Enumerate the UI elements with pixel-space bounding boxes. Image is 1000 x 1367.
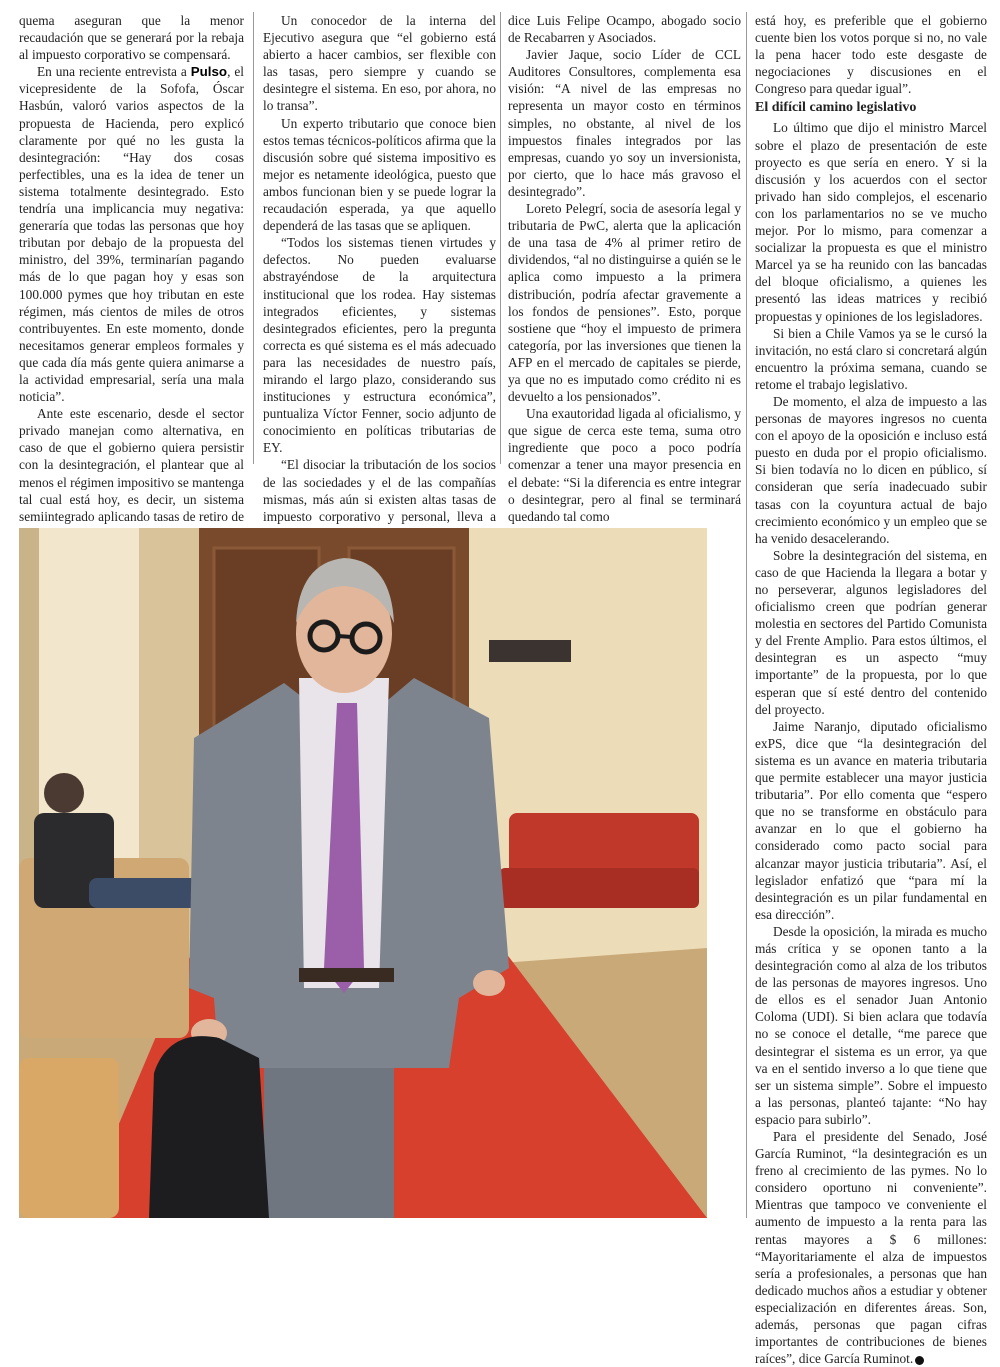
article-column-2 [263,12,496,559]
paragraph: Lo último que dijo el ministro Marcel sobre el plazo de presentación de este proyecto es que sería en enero. Y si la discusión y los acuerdos con el sector privado han sido complejos, el escenario con los parlamentarios no se ve mucho mejor. Por lo mismo, para comenzar a socializar la propuesta es que el ministro Marcel ya se ha reunido con las bancadas del bloque oficialismo, a quienes les presentó las ideas matrices y recibió propuestas y opiniones de los legisladores. [755,120,987,324]
paragraph: “El disociar la tributación de los socios de las sociedades y el de las compañías mismas, más aún si existen altas tasas de impuesto corporativo y personal, lleva a [263,457,496,524]
paragraph: Una exautoridad ligada al oficialismo, y que sigue de cerca este tema, suma otro ingrediente que poco a poco podría comenzar a tener una mayor presencia en el debate: “Si la diferencia es entre integrar o desintegrar, pero al final se terminará quedando tal como [508,406,741,524]
paragraph: Si bien a Chile Vamos ya se le cursó la invitación, no está claro si concretará algún encuentro la próxima semana, cuando se retome el trabajo legislativo. [755,325,987,392]
paragraph: dice Luis Felipe Ocampo, abogado socio de Recabarren y Asociados. [508,13,741,46]
paragraph: Desde la oposición, la mirada es mucho más crítica y se oponen tanto a la desintegración como al alza de los tributos de las personas de mayores ingresos. Uno de ellos es el senador Juan Antonio Coloma (UDI). Si bien aclara que todavía no se conoce el detalle, “me parece que desintegrar el sistema es un error, ya que va en el sentido inverso a lo que tiene que ser un sistema simple”. Sobre el impuesto a las personas, planteó tajante: “No hay espacio para subirlo”. [755,923,987,1127]
paragraph [19,63,244,405]
paragraph: Javier Jaque, socio Líder de CCL Auditores Consultores, complementa esa visión: “A nivel de las empresas no representa un mayor costo en términos simples, no obstante, al nivel de los impuestos finales integrados por las empresas, cuando yo soy un inversionista, por cierto, que lo hace más gravoso el desintegrado”. [508,47,741,199]
column-rule-2 [500,12,501,464]
paragraph-text: , el vicepresidente de la Sofofa, Óscar Hasbún, valoró varios aspectos de la propuesta de Hacienda, pero explicó claramente por qué no les gusta la desintegración: “Hay dos cosas perfectibles, una es la idea de tener un sistema totalmente desintegrado. Esto tendría una implicancia muy negativa: generaría que todas las personas que hoy tributan por debajo de la propuesta del ministro, del 39%, terminarían pagando más de lo que pagan hoy y esas son 100.000 pymes que hoy tributan en este régimen, más cientos de miles de otros contribuyentes. En este momento, donde necesitamos generar empleos formales y que cada día más gente quiera animarse a la actividad empresarial, sería una mala noticia”. [19,64,244,405]
article-photo [19,528,707,1218]
column-rule-1 [253,12,254,464]
column-rule-3 [746,12,747,1218]
paragraph: Un experto tributario que conoce bien estos temas técnicos-políticos afirma que la discusión sobre qué sistema impositivo es mejor es netamente ideológica, puesto que ambos funcionan bien y se puede lograr la recaudación esperada, ya que aquello dependerá de las tasas que se apliquen. [263,115,496,234]
paragraph: “Todos los sistemas tienen virtudes y defectos. No pueden evaluarse abstrayéndose de la arquitectura institucional que los rodea. Hay sistemas integrados eficientes, y sistemas desintegrados eficientes, pero la pregunta correcta es qué sistema es el más adecuado para las necesidades de nuestro país, mirando el largo plazo, considerando sus instituciones y estructura económica”, puntualiza Víctor Fenner, socio adjunto de conocimiento en políticas tributarias de EY. [263,235,496,456]
paragraph-text: Para el presidente del Senado, José García Ruminot, “la desintegración es un freno al crecimiento de las pymes. No lo considero oportuno ni conveniente”. Mientras que tampoco ve conveniente el aumento de impuesto a la renta para las rentas mayores a $ 6 millones: “Mayoritariamente el alza de impuestos sería a profesionales, a personas que han dedicado muchos años a estudiar y obtener especialización en diferentes áreas. Son, además, personas que pagan cifras importantes de contribuciones de bienes raíces”, dice García Ruminot. [755,1129,987,1367]
paragraph: está hoy, es preferible que el gobierno cuente bien los votos porque si no, no vale la pena hacer todo este desgaste de negociaciones y discusiones en el Congreso para quedar igual”. [755,13,987,97]
article-column-4 [755,12,987,1367]
pulso-brand: Pulso [190,64,228,80]
photo-illustration [19,528,707,1218]
article-column-1 [19,12,244,542]
paragraph: De momento, el alza de impuesto a las personas de mayores ingresos no cuenta con el apoyo de la oposición e incluso está puesto en duda por el propio oficialismo. Si bien todavía no lo dicen en público, sí consideran que sería inadecuado subir tasas con la coyuntura actual de bajo crecimiento económico y un empleo que se ha venido desacelerando. [755,393,987,546]
end-of-article-icon [915,1356,924,1365]
paragraph [755,1128,987,1367]
paragraph-text: En una reciente entrevista a [37,64,191,80]
paragraph: Jaime Naranjo, diputado oficialismo exPS, dice que “la desintegración del sistema es un avance en materia tributaria que permite establecer una mayor justicia tributaria”. Por ello comenta que “espero que no se transforme en obstáculo para avanzar en lo que el gobierno ha considerado como pacto social para alcanzar mayor justicia tributaria”. Así, el legislador enfatizó que “para mí la desintegración es un pilar fundamental en esa dirección”. [755,718,987,922]
paragraph: Loreto Pelegrí, socia de asesoría legal y tributaria de PwC, alerta que la aplicación de una tasa de 4% al primer retiro de dividendos, “al no distinguirse a quién se le aplica como impuesto a la primera distribución, podría afectar gravemente a los fondos de pensiones”. Esto, porque sostiene que “hoy el impuesto de primera categoría, por las inversiones que tienen la AFP en el mercado de capitales se pierde, ya que no es imputado como crédito ni es devuelto a los pensionados”. [508,201,741,405]
article-column-3 [508,12,741,525]
section-heading: El difícil camino legislativo [755,100,917,116]
paragraph: Un conocedor de la interna del Ejecutivo asegura que “el gobierno está abierto a hacer cambios, ser flexible con las tasas, pero siempre y cuando se desintegre el sistema. En eso, por ahora, no lo transa”. [263,13,496,114]
paragraph: Sobre la desintegración del sistema, en caso de que Hacienda la llegara a botar y no perseverar, algunos legisladores del oficialismo creen que podrían generar molestia en sectores del Partido Comunista y del Frente Amplio. Para estos últimos, el desintegran es un aspecto “muy importante” de la propuesta, por lo que esperan que sí esté dentro del contenido del proyecto. [755,547,987,717]
paragraph: quema aseguran que la menor recaudación que se generará por la rebaja al impuesto corporativo se compensará. [19,13,244,63]
paragraph: Ante este escenario, desde el sector privado manejan como alternativa, en caso de que el gobierno quiera persistir con la desintegración, el plantear que al menos el régimen impositivo se mantenga tal cual está hoy, es decir, un sistema semiintegrado aplicando tasas de retiro de [19,406,244,524]
